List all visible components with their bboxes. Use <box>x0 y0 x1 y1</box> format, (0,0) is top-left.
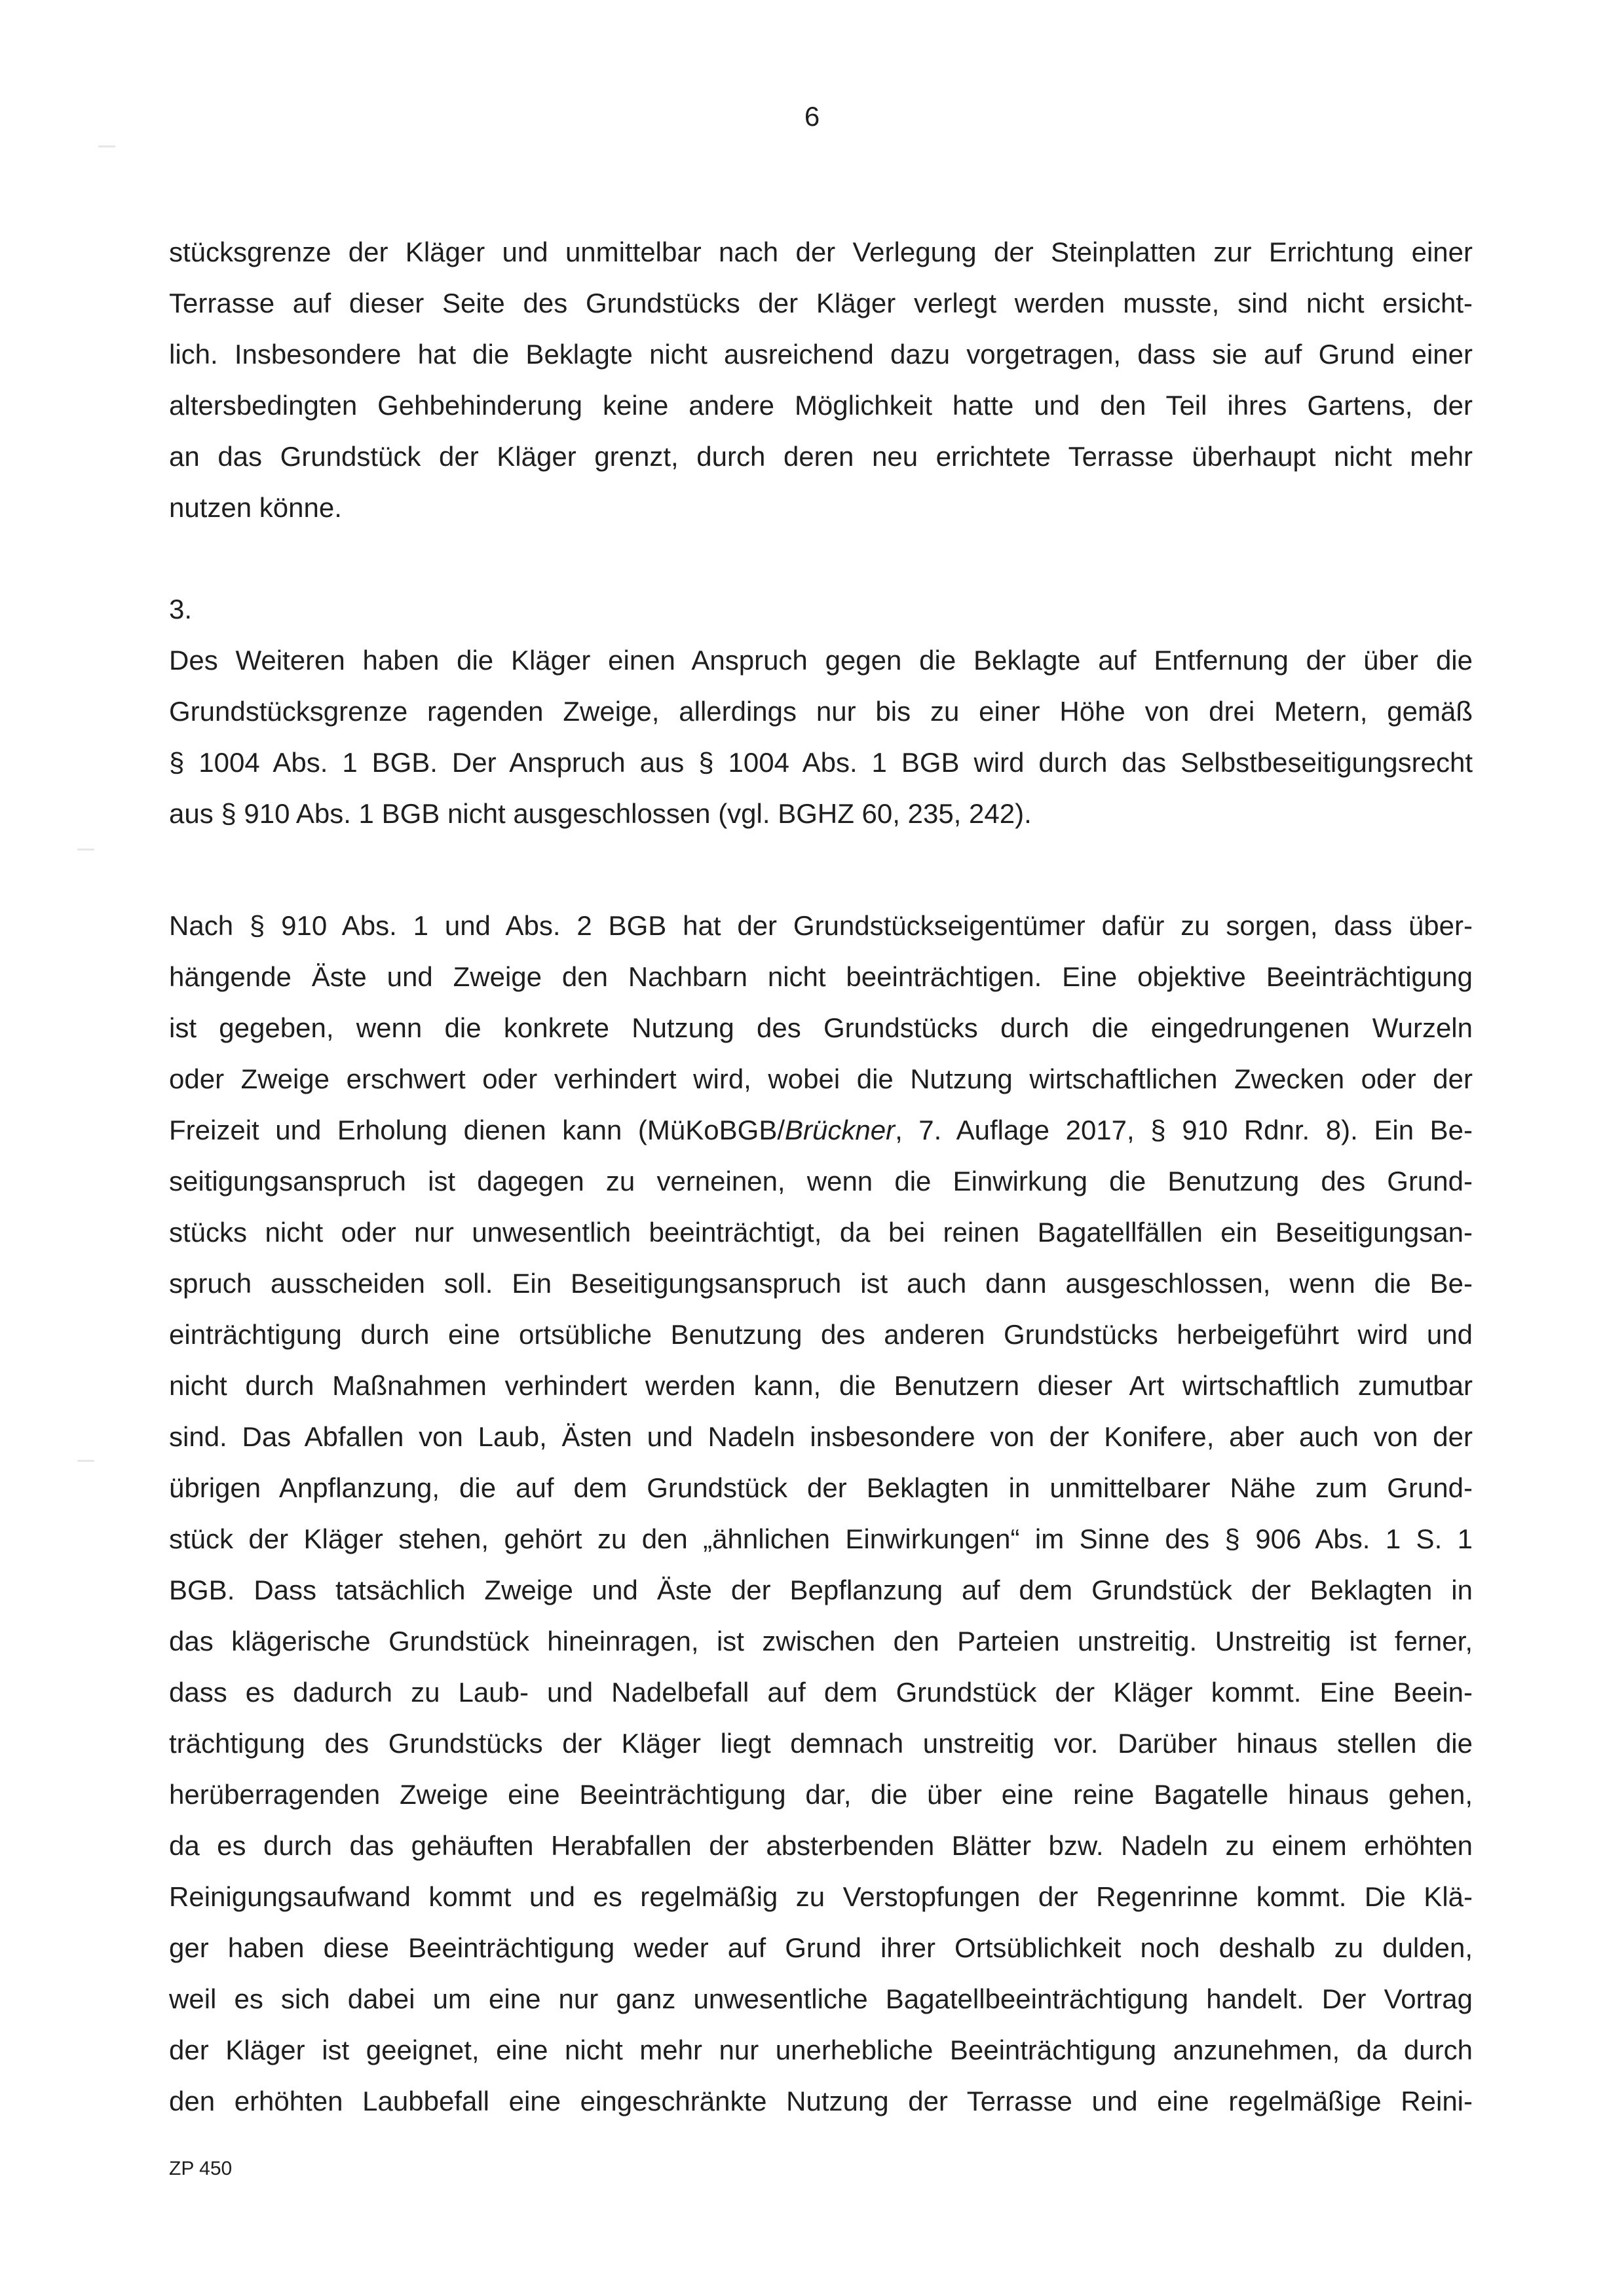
section-number: 3. <box>169 594 193 624</box>
paragraph-section-3 <box>169 584 1473 839</box>
text-line: da es durch das gehäuften Herabfallen der absterbenden Blätter bzw. Nadeln zu einem erhöhten <box>169 1830 1473 1861</box>
text-line: an das Grundstück der Kläger grenzt, durch deren neu errichtete Terrasse überhaupt nicht mehr <box>169 441 1473 472</box>
citation-prefix: Freizeit und Erholung dienen kann (MüKoBGB/ <box>169 1115 785 1145</box>
text-line: stücks nicht oder nur unwesentlich beeinträchtigt, da bei reinen Bagatellfällen ein Beseitigungsan- <box>169 1217 1473 1248</box>
paragraph-continuation <box>169 227 1473 533</box>
text-line: aus § 910 Abs. 1 BGB nicht ausgeschlossen (vgl. BGHZ 60, 235, 242). <box>169 798 1032 829</box>
text-line: herüberragenden Zweige eine Beeinträchtigung dar, die über eine reine Bagatelle hinaus gehen, <box>169 1779 1473 1810</box>
text-line: Reinigungsaufwand kommt und es regelmäßig zu Verstopfungen der Regenrinne kommt. Die Klä- <box>169 1881 1473 1912</box>
text-line: ger haben diese Beeinträchtigung weder auf Grund ihrer Ortsüblichkeit noch deshalb zu dulden, <box>169 1932 1473 1963</box>
margin-mark <box>77 1460 94 1462</box>
text-line: weil es sich dabei um eine nur ganz unwesentliche Bagatellbeeinträchtigung handelt. Der Vortrag <box>169 1983 1473 2014</box>
footer-code: ZP 450 <box>169 2158 233 2179</box>
text-line: § 1004 Abs. 1 BGB. Der Anspruch aus § 1004 Abs. 1 BGB wird durch das Selbstbeseitigungsrecht <box>169 747 1473 778</box>
text-line: spruch ausscheiden soll. Ein Beseitigungsanspruch ist auch dann ausgeschlossen, wenn die Be- <box>169 1268 1473 1299</box>
margin-mark <box>98 145 115 147</box>
text-line: stücksgrenze der Kläger und unmittelbar nach der Verlegung der Steinplatten zur Errichtung einer <box>169 237 1473 267</box>
citation-suffix: , 7. Auflage 2017, § 910 Rdnr. 8). Ein Be- <box>895 1115 1473 1145</box>
paragraph-main <box>169 900 1473 2127</box>
text-line: den erhöhten Laubbefall eine eingeschränkte Nutzung der Terrasse und eine regelmäßige Reini- <box>169 2086 1473 2116</box>
text-line: nutzen könne. <box>169 492 342 523</box>
text-line: Nach § 910 Abs. 1 und Abs. 2 BGB hat der Grundstückseigentümer dafür zu sorgen, dass über- <box>169 910 1473 941</box>
text-line: der Kläger ist geeignet, eine nicht mehr nur unerhebliche Beeinträchtigung anzunehmen, da durch <box>169 2035 1473 2065</box>
text-line: das klägerische Grundstück hineinragen, ist zwischen den Parteien unstreitig. Unstreitig ist ferner, <box>169 1626 1473 1656</box>
text-line: übrigen Anpflanzung, die auf dem Grundstück der Beklagten in unmittelbarer Nähe zum Grund- <box>169 1472 1473 1503</box>
margin-mark <box>77 849 94 851</box>
text-line: Terrasse auf dieser Seite des Grundstücks der Kläger verlegt werden musste, sind nicht ersicht- <box>169 288 1473 318</box>
page-number: 6 <box>804 101 820 132</box>
text-line: Des Weiteren haben die Kläger einen Anspruch gegen die Beklagte auf Entfernung der über die <box>169 645 1473 676</box>
text-line: einträchtigung durch eine ortsübliche Benutzung des anderen Grundstücks herbeigeführt wird und <box>169 1319 1473 1350</box>
citation-author-italic: Brückner <box>785 1115 896 1145</box>
text-line: nicht durch Maßnahmen verhindert werden kann, die Benutzern dieser Art wirtschaftlich zumutbar <box>169 1370 1473 1401</box>
text-line: seitigungsanspruch ist dagegen zu verneinen, wenn die Einwirkung die Benutzung des Grund- <box>169 1166 1473 1196</box>
text-line: ist gegeben, wenn die konkrete Nutzung des Grundstücks durch die eingedrungenen Wurzeln <box>169 1012 1473 1043</box>
text-line-with-citation <box>169 1105 1473 1156</box>
text-line: lich. Insbesondere hat die Beklagte nicht ausreichend dazu vorgetragen, dass sie auf Grund einer <box>169 339 1473 370</box>
text-line: sind. Das Abfallen von Laub, Ästen und Nadeln insbesondere von der Konifere, aber auch von der <box>169 1421 1473 1452</box>
text-line: BGB. Dass tatsächlich Zweige und Äste der Bepflanzung auf dem Grundstück der Beklagten in <box>169 1575 1473 1605</box>
text-line: trächtigung des Grundstücks der Kläger liegt demnach unstreitig vor. Darüber hinaus stellen die <box>169 1728 1473 1759</box>
text-line: hängende Äste und Zweige den Nachbarn nicht beeinträchtigen. Eine objektive Beeinträchtigung <box>169 961 1473 992</box>
text-line: altersbedingten Gehbehinderung keine andere Möglichkeit hatte und den Teil ihres Gartens, der <box>169 390 1473 421</box>
text-line: Grundstücksgrenze ragenden Zweige, allerdings nur bis zu einer Höhe von drei Metern, gemäß <box>169 696 1473 727</box>
text-line: oder Zweige erschwert oder verhindert wird, wobei die Nutzung wirtschaftlichen Zwecken oder der <box>169 1063 1473 1094</box>
text-line: dass es dadurch zu Laub- und Nadelbefall auf dem Grundstück der Kläger kommt. Eine Beein- <box>169 1677 1473 1708</box>
text-line: stück der Kläger stehen, gehört zu den „ähnlichen Einwirkungen“ im Sinne des § 906 Abs. 1 S. 1 <box>169 1523 1473 1554</box>
